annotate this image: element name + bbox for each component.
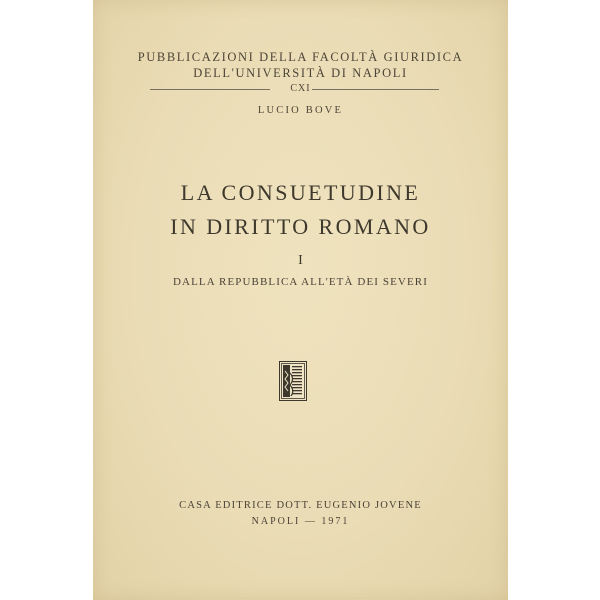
book-subtitle: DALLA REPUBBLICA ALL'ETÀ DEI SEVERI <box>173 276 428 288</box>
volume-number: I <box>298 253 303 268</box>
publication-place-year: NAPOLI — 1971 <box>251 516 350 527</box>
book-title-line-2: IN DIRITTO ROMANO <box>170 214 431 239</box>
publisher-name: CASA EDITRICE DOTT. EUGENIO JOVENE <box>179 500 422 511</box>
series-number: CXI <box>290 83 311 94</box>
series-title-line-2: DELL'UNIVERSITÀ DI NAPOLI <box>193 66 408 80</box>
book-cover <box>93 0 508 600</box>
author-name: LUCIO BOVE <box>257 105 344 116</box>
series-number-row <box>93 82 508 96</box>
book-title-line-1: LA CONSUETUDINE <box>180 180 421 205</box>
publisher-emblem-icon <box>279 361 307 401</box>
divider-right <box>312 89 439 90</box>
series-title-line-1: PUBBLICAZIONI DELLA FACOLTÀ GIURIDICA <box>137 50 464 64</box>
